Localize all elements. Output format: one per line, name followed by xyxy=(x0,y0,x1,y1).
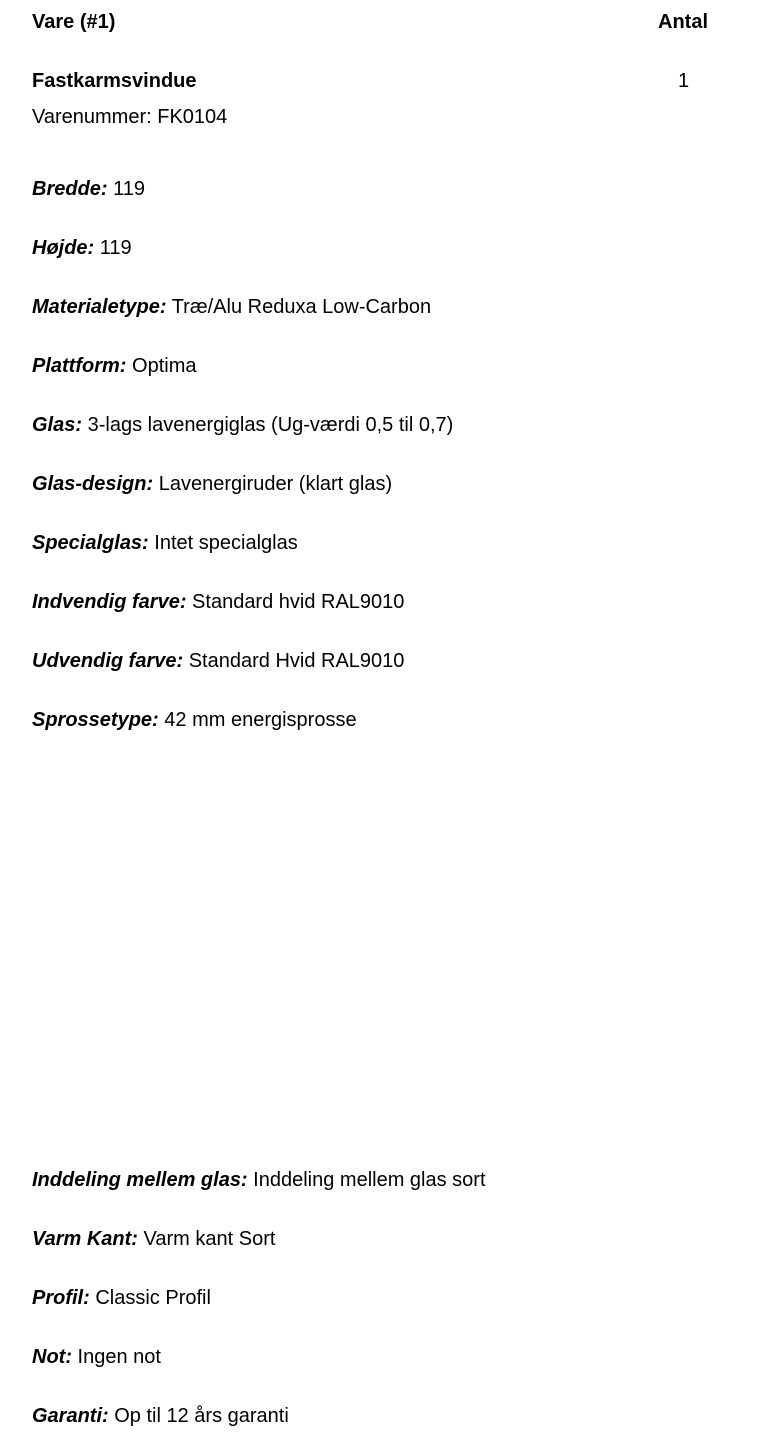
attribute-height xyxy=(32,235,132,261)
attribute-value: Lavenergiruder (klart glas) xyxy=(158,473,393,495)
column-header-quantity: Antal xyxy=(658,11,708,33)
attribute-label: Materialetype: xyxy=(32,296,167,318)
attribute-value: Op til 12 års garanti xyxy=(114,1405,289,1427)
attribute-label: Sprossetype: xyxy=(32,709,159,731)
attribute-label: Udvendig farve: xyxy=(32,650,184,672)
attribute-bar-type xyxy=(32,707,357,733)
attribute-value: Classic Profil xyxy=(95,1287,211,1309)
attribute-label: Profil: xyxy=(32,1287,90,1309)
attribute-exterior-color xyxy=(32,648,404,674)
attribute-label: Garanti: xyxy=(32,1405,109,1427)
attribute-label: Specialglas: xyxy=(32,532,149,554)
attribute-label: Indvendig farve: xyxy=(32,591,187,613)
attribute-glass-division xyxy=(32,1167,486,1193)
attribute-value: Træ/Alu Reduxa Low-Carbon xyxy=(171,296,432,318)
attribute-value: 3-lags lavenergiglas (Ug-værdi 0,5 til 0,7) xyxy=(87,414,454,436)
product-sku: Varenummer: FK0104 xyxy=(32,106,228,128)
attribute-material xyxy=(32,294,431,320)
attribute-special-glass xyxy=(32,530,298,556)
attribute-platform xyxy=(32,353,196,379)
attribute-groove xyxy=(32,1344,161,1370)
attribute-value: Standard hvid RAL9010 xyxy=(192,591,405,613)
attribute-label: Glas: xyxy=(32,414,83,436)
attribute-label: Inddeling mellem glas: xyxy=(32,1169,248,1191)
attribute-value: Ingen not xyxy=(77,1346,161,1368)
attribute-label: Varm Kant: xyxy=(32,1228,138,1250)
attribute-value: 42 mm energisprosse xyxy=(164,709,357,731)
attribute-value: Intet specialglas xyxy=(154,532,298,554)
attribute-label: Bredde: xyxy=(32,178,108,200)
product-quantity: 1 xyxy=(678,70,690,92)
attribute-label: Plattform: xyxy=(32,355,127,377)
attribute-value: Inddeling mellem glas sort xyxy=(253,1169,486,1191)
attribute-value: 119 xyxy=(113,178,146,200)
attribute-value: Varm kant Sort xyxy=(143,1228,276,1250)
attribute-value: Optima xyxy=(132,355,197,377)
attribute-label: Højde: xyxy=(32,237,95,259)
attribute-value: 119 xyxy=(99,237,132,259)
attribute-glass-design xyxy=(32,471,392,497)
attribute-label: Glas-design: xyxy=(32,473,154,495)
column-header-item: Vare (#1) xyxy=(32,11,116,33)
product-name: Fastkarmsvindue xyxy=(32,70,197,92)
attribute-width xyxy=(32,176,145,202)
attribute-warranty xyxy=(32,1403,289,1429)
attribute-profile xyxy=(32,1285,211,1311)
attribute-value: Standard Hvid RAL9010 xyxy=(188,650,405,672)
attribute-label: Not: xyxy=(32,1346,72,1368)
attribute-glass xyxy=(32,412,453,438)
attribute-warm-edge xyxy=(32,1226,275,1252)
attribute-interior-color xyxy=(32,589,404,615)
